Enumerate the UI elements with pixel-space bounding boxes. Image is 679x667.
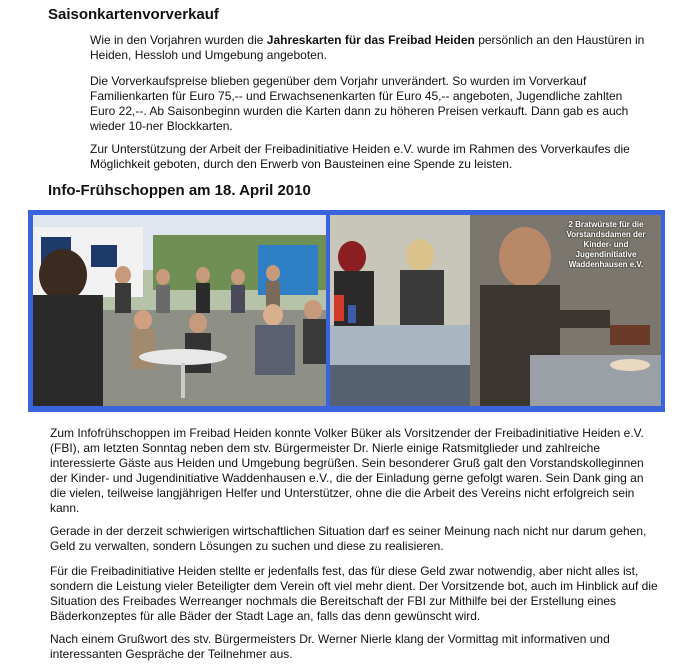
text-run: Wie in den Vorjahren wurden die — [90, 33, 267, 47]
paragraph-infofruehschoppen: Zum Infofrühschoppen im Freibad Heiden konnte Volker Büker als Vorsitzender der Freibadinitiative Heiden e.V. (FBI), am letzten Sonntag neben dem stv. Bürgermeister Dr. Nierle einige Ratsmitglieder und zahlreiche interessierte Gäste aus Heiden und Umgebung begrüßen. Sein besonderer Gruß galt den Vorstandskolleginnen der Kinder- und Jugendinitiative Waddenhausen e.V., die der Einladung gerne gefolgt waren. Sein Dank ging an die vielen, teilweise langjährigen Helfer und Unterstützer, ohne die die Arbeit des Vereins nicht erfolgreich sein kann. — [50, 426, 644, 515]
photo-caption: 2 Bratwürste für die Vorstandsdamen der Kinder- und Jugendinitiative Waddenhausen e.V. — [566, 220, 646, 269]
photo-grill — [330, 215, 661, 406]
section-heading-saisonkarten: Saisonkartenvorverkauf — [48, 6, 219, 23]
paragraph-grusswort: Nach einem Grußwort des stv. Bürgermeisters Dr. Werner Nierle klang der Vormittag mit informativen und interessanten Gespräche der Teilnehmer aus. — [50, 632, 610, 661]
paragraph-vorverkaufspreise: Die Vorverkaufspreise blieben gegenüber dem Vorjahr unverändert. So wurden im Vorverkauf Familienkarten für Euro 75,-- und Erwachsenenkarten für Euro 45,-- angeboten, Jugendliche zahlten Euro 22,--. Ab Saisonbeginn wurden die Karten dann zu höheren Preisen verkauft. Dann gab es auch wieder 10-ner Blockkarten. — [90, 74, 629, 133]
paragraph-baederkonzept: Für die Freibadinitiative Heiden stellte er jedenfalls fest, das für diese Geld zwar notwendig, aber nicht alles ist, sondern die Leistung vieler Beteiligter dem Verein oft viel mehr dient. Der Vorsitzende bot, auch im Hinblick auf die Situation des Freibades Werreanger nochmals die Bereitschaft der FBI zur Mithilfe bei der Erstellung eines Bäderkonzeptes für alle Bäder der Stadt Lage an, falls das denn gewünscht wird. — [50, 564, 658, 623]
bold-text-jahreskarten: Jahreskarten für das Freibad Heiden — [266, 33, 475, 47]
paragraph-unterstuetzung: Zur Unterstützung der Arbeit der Freibadinitiative Heiden e.V. wurde im Rahmen des Vorverkaufes die Möglichkeit geboten, durch den Erwerb von Bausteinen eine Spende zu leisten. — [90, 142, 630, 171]
photo-guests-outdoor-image — [33, 215, 326, 406]
photo-guests-outdoor — [33, 215, 326, 406]
photo-collage — [28, 210, 665, 412]
paragraph-jahreskarten — [90, 33, 650, 63]
section-heading-info-fruehschoppen: Info-Frühschoppen am 18. April 2010 — [48, 182, 311, 199]
paragraph-wirtschaftliche-situation: Gerade in der derzeit schwierigen wirtschaftlichen Situation darf es seiner Meinung nach nicht nur darum gehen, Geld zu verwalten, sondern Lösungen zu suchen und diese zu realisieren. — [50, 524, 647, 553]
text-run: persönlich an den Haustüren in Heiden, Hessloh und Umgebung angeboten. — [90, 33, 645, 62]
